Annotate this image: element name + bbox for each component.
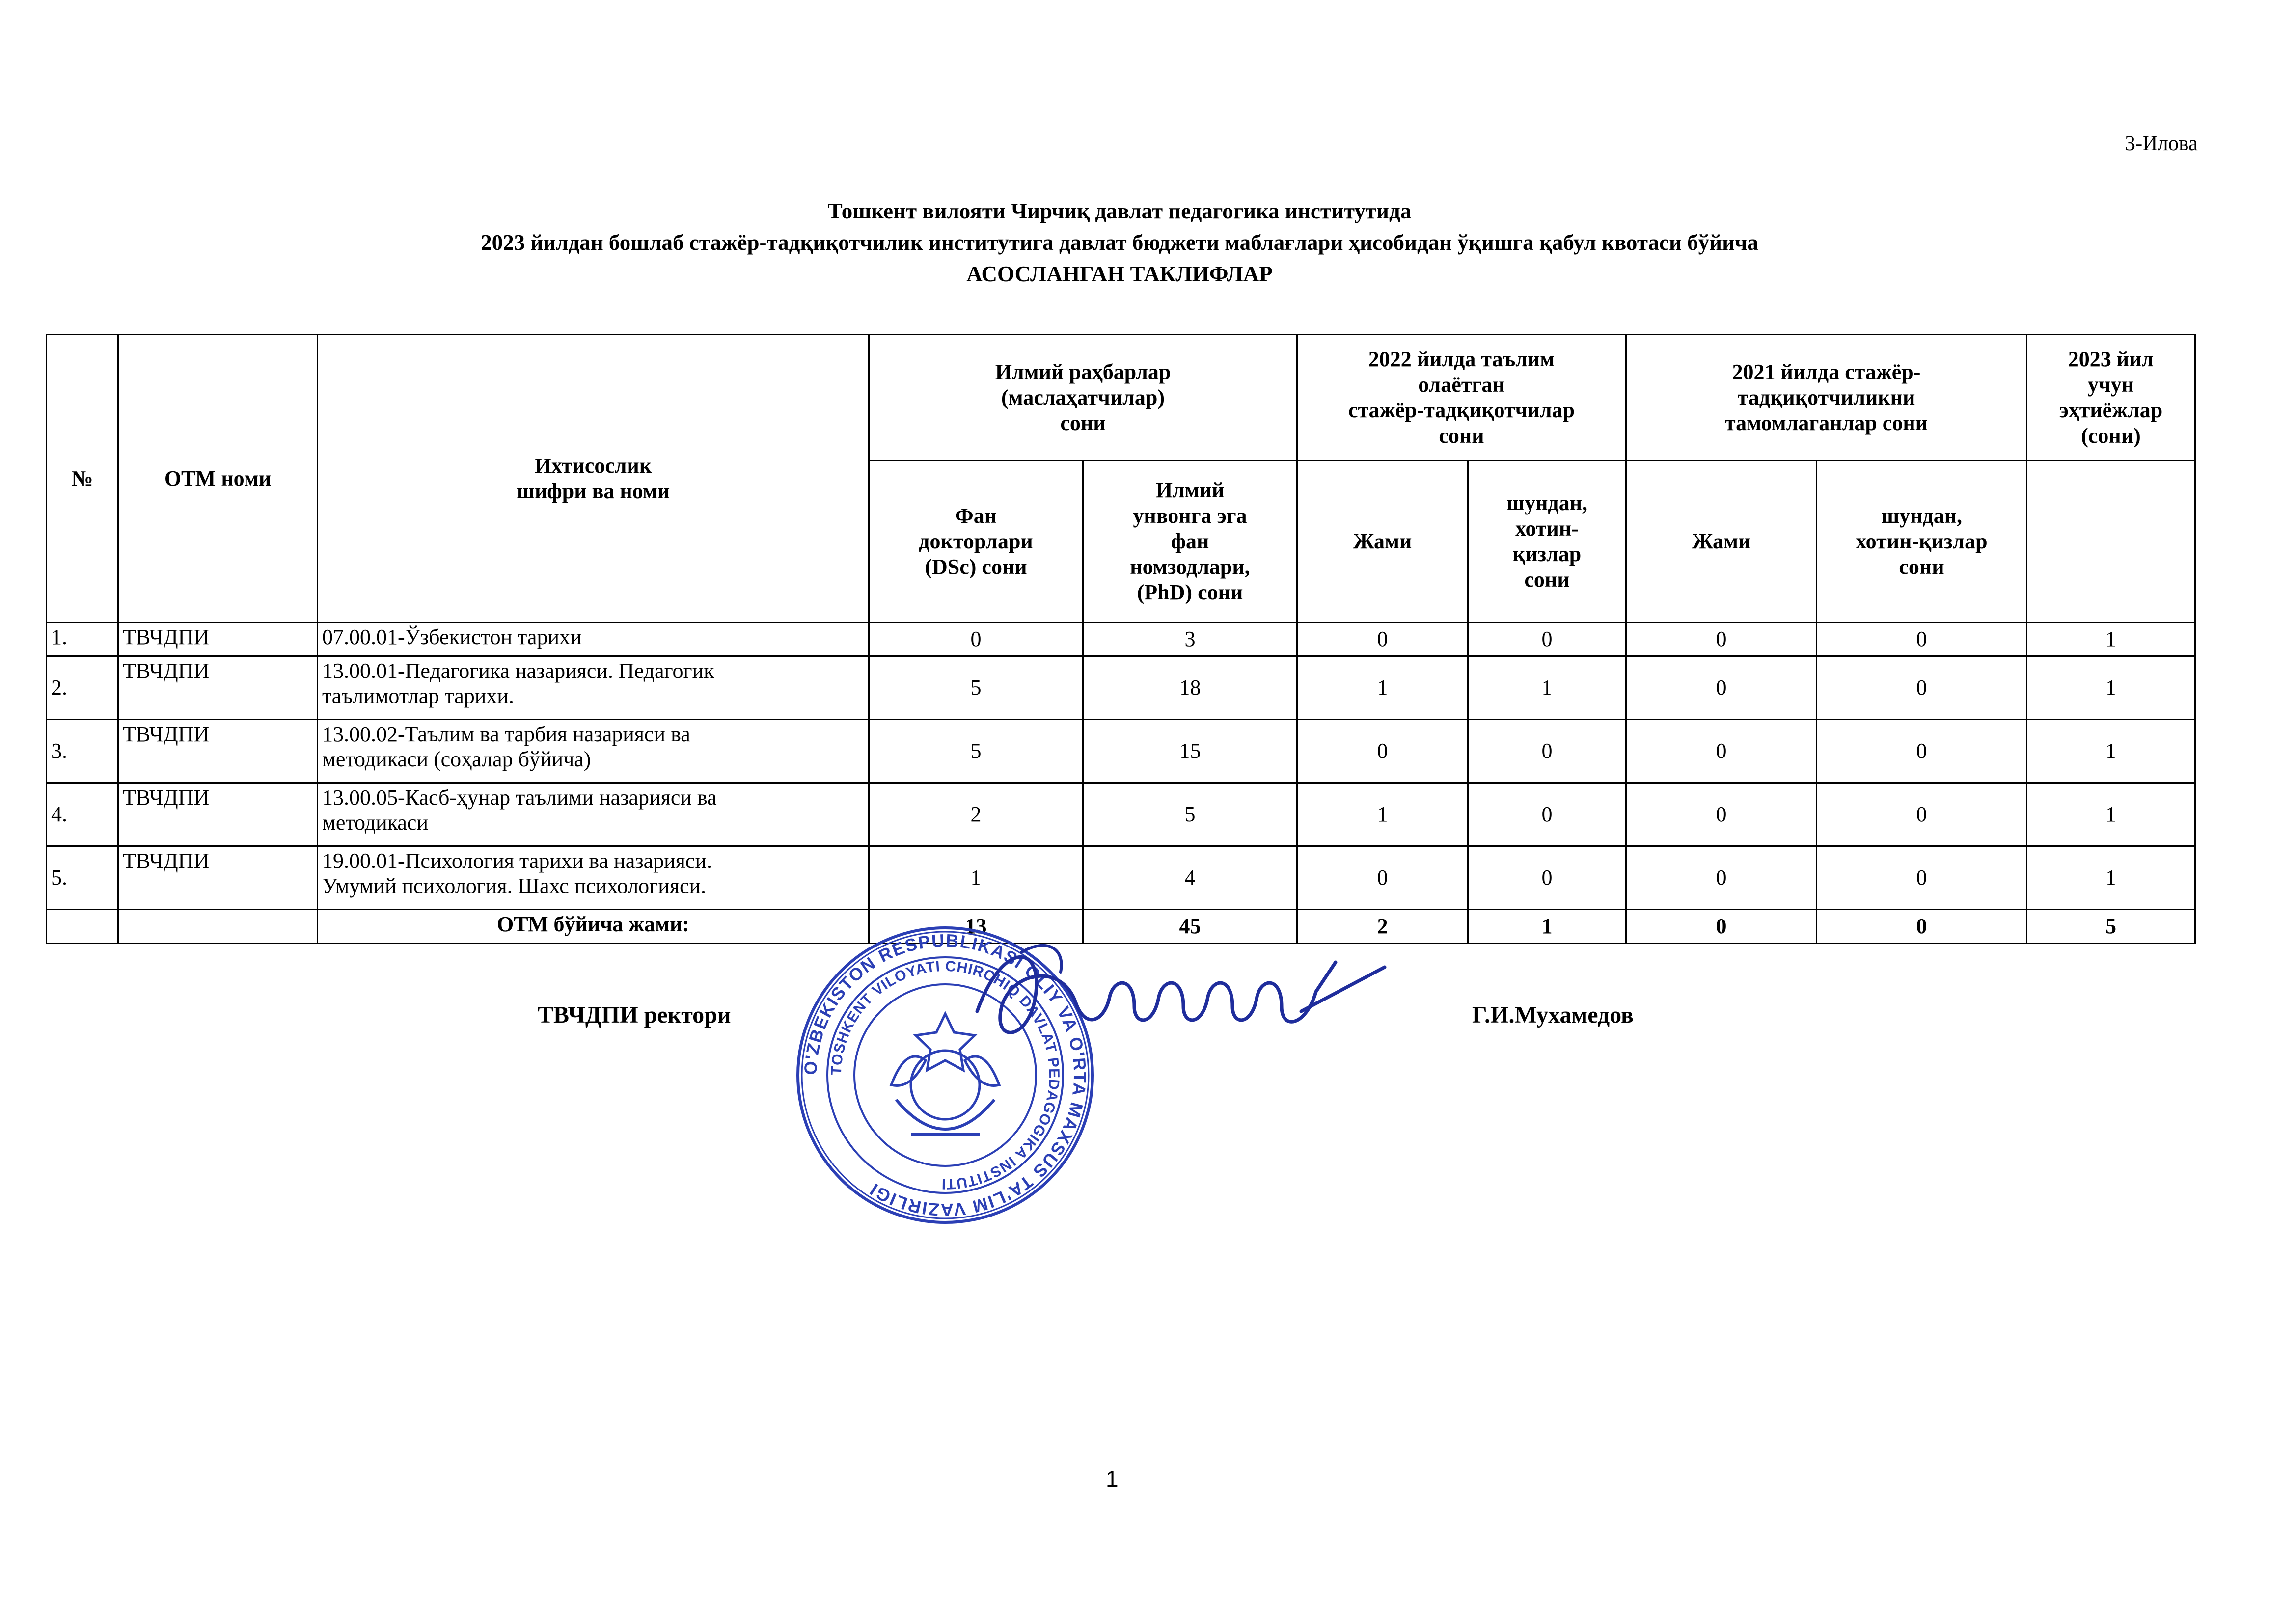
- row-specialty: [318, 783, 869, 846]
- row-completed-total: 0: [1626, 783, 1817, 846]
- header-dsc: [869, 461, 1083, 622]
- header-studying-line3: стажёр-тадқиқотчилар: [1348, 398, 1575, 422]
- header-needs-line1: 2023 йил: [2068, 347, 2154, 372]
- total-studying-total: 2: [1297, 910, 1468, 944]
- header-needs-line2: учун: [2087, 373, 2134, 397]
- header-phd-line3: фан: [1171, 529, 1209, 554]
- header-studying-2022: [1297, 335, 1626, 461]
- row-otm: ТВЧДПИ: [118, 846, 318, 910]
- total-empty-2: [118, 910, 318, 944]
- page-number: 1: [1106, 1466, 1119, 1491]
- row-dsc: 2: [869, 783, 1083, 846]
- row-otm: ТВЧДПИ: [118, 622, 318, 656]
- row-completed-female: 0: [1817, 846, 2027, 910]
- row-number: 5.: [47, 846, 118, 910]
- header-needs-2023: [2027, 335, 2195, 461]
- row-studying-total: 0: [1297, 720, 1468, 783]
- row-specialty-line2: таълимотлар тарихи.: [322, 683, 514, 708]
- quota-table: [46, 334, 2196, 944]
- row-completed-total: 0: [1626, 656, 1817, 720]
- row-needs: 1: [2027, 846, 2195, 910]
- row-specialty-line1: 13.00.02-Таълим ва тарбия назарияси ва: [322, 722, 690, 746]
- row-phd: 5: [1083, 783, 1297, 846]
- total-needs: 5: [2027, 910, 2195, 944]
- row-completed-total: 0: [1626, 720, 1817, 783]
- row-otm: ТВЧДПИ: [118, 783, 318, 846]
- appendix-label: 3-Илова: [2125, 132, 2198, 155]
- row-specialty: [318, 846, 869, 910]
- header-advisors: [869, 335, 1297, 461]
- header-female-a-line4: сони: [1524, 567, 1570, 592]
- row-studying-total: 0: [1297, 622, 1468, 656]
- row-specialty-line2: методикаси: [322, 810, 429, 835]
- header-dsc-line3: (DSc) сони: [925, 554, 1027, 579]
- document-title-line2: 2023 йилдан бошлаб стажёр-тадқиқотчилик институтига давлат бюджети маблағлари ҳисобидан ўқишга қабул квотаси бўйича: [481, 230, 1758, 255]
- header-female-a-line2: хотин-: [1515, 516, 1579, 541]
- row-completed-female: 0: [1817, 622, 2027, 656]
- row-number: 2.: [47, 656, 118, 720]
- header-otm-name: ОТМ номи: [118, 335, 318, 622]
- table-row: [47, 622, 2195, 656]
- row-number: 3.: [47, 720, 118, 783]
- row-dsc: 5: [869, 656, 1083, 720]
- row-phd: 4: [1083, 846, 1297, 910]
- row-specialty-line1: 13.00.01-Педагогика назарияси. Педагогик: [322, 659, 714, 683]
- document-title-line3: АСОСЛАНГАН ТАКЛИФЛАР: [966, 262, 1273, 286]
- signature-stroke: [977, 957, 1385, 1032]
- header-studying-female: [1468, 461, 1626, 622]
- header-completed-total: Жами: [1626, 461, 1817, 622]
- header-needs-empty: [2027, 461, 2195, 622]
- row-studying-female: 0: [1468, 846, 1626, 910]
- table-row: [47, 720, 2195, 783]
- row-completed-total: 0: [1626, 846, 1817, 910]
- header-needs-line4: (сони): [2081, 423, 2141, 448]
- row-needs: 1: [2027, 720, 2195, 783]
- header-studying-total: Жами: [1297, 461, 1468, 622]
- total-empty-1: [47, 910, 118, 944]
- stamp-inner-textpath: TOSHKENT VILOYATI CHIRCHIQ DAVLAT PEDAGOGIKA INSTITUTI: [828, 958, 1063, 1192]
- document-title-line1: Тошкент вилояти Чирчиқ давлат педагогика институтида: [827, 199, 1412, 223]
- header-row-1: [47, 335, 2195, 461]
- row-phd: 18: [1083, 656, 1297, 720]
- row-completed-female: 0: [1817, 783, 2027, 846]
- total-phd: 45: [1083, 910, 1297, 944]
- header-advisors-line3: сони: [1060, 410, 1106, 435]
- header-completed-2021: [1626, 335, 2027, 461]
- header-completed-line1: 2021 йилда стажёр-: [1732, 360, 1921, 384]
- header-phd: [1083, 461, 1297, 622]
- header-completed-line3: тамомлаганлар сони: [1724, 410, 1928, 435]
- row-specialty: [318, 720, 869, 783]
- header-phd-line4: номзодлари,: [1130, 554, 1250, 579]
- row-dsc: 0: [869, 622, 1083, 656]
- header-studying-line1: 2022 йилда таълим: [1368, 347, 1555, 372]
- total-completed-total: 0: [1626, 910, 1817, 944]
- total-label: ОТМ бўйича жами:: [318, 910, 869, 944]
- row-studying-total: 0: [1297, 846, 1468, 910]
- header-no: №: [47, 335, 118, 622]
- header-specialty: [318, 335, 869, 622]
- table-row: [47, 783, 2195, 846]
- signature-icon: [962, 933, 1394, 1080]
- header-advisors-line2: (маслаҳатчилар): [1001, 385, 1165, 410]
- header-phd-line5: (PhD) сони: [1137, 580, 1243, 604]
- row-studying-female: 0: [1468, 720, 1626, 783]
- row-phd: 15: [1083, 720, 1297, 783]
- row-studying-female: 0: [1468, 783, 1626, 846]
- header-completed-line2: тадқиқотчиликни: [1737, 385, 1915, 410]
- header-needs-line3: эҳтиёжлар: [2059, 398, 2163, 422]
- header-phd-line1: Илмий: [1155, 478, 1225, 503]
- row-needs: 1: [2027, 783, 2195, 846]
- header-completed-female: [1817, 461, 2027, 622]
- stamp-outer-textpath: O'ZBEKISTON RESPUBLIKASI OLIY VA O'RTA MAXSUS TA'LIM VAZIRLIGI: [800, 930, 1091, 1220]
- row-studying-total: 1: [1297, 783, 1468, 846]
- row-completed-female: 0: [1817, 720, 2027, 783]
- total-dsc: 13: [869, 910, 1083, 944]
- table-row: [47, 656, 2195, 720]
- header-female-a-line1: шундан,: [1506, 491, 1588, 515]
- row-dsc: 5: [869, 720, 1083, 783]
- total-studying-female: 1: [1468, 910, 1626, 944]
- row-studying-female: 1: [1468, 656, 1626, 720]
- header-female-b-line1: шундан,: [1881, 504, 1963, 528]
- header-specialty-line2: шифри ва номи: [516, 479, 670, 503]
- row-needs: 1: [2027, 622, 2195, 656]
- header-dsc-line1: Фан: [955, 504, 997, 528]
- header-phd-line2: унвонга эга: [1133, 504, 1247, 528]
- table-row: [47, 846, 2195, 910]
- row-needs: 1: [2027, 656, 2195, 720]
- total-completed-female: 0: [1817, 910, 2027, 944]
- stamp-emblem-wreath: [896, 1100, 994, 1129]
- row-number: 1.: [47, 622, 118, 656]
- row-dsc: 1: [869, 846, 1083, 910]
- header-advisors-line1: Илмий раҳбарлар: [995, 360, 1171, 384]
- row-specialty-line2: методикаси (соҳалар бўйича): [322, 747, 591, 771]
- row-specialty-line1: 19.00.01-Психология тарихи ва назарияси.: [322, 849, 712, 873]
- row-studying-female: 0: [1468, 622, 1626, 656]
- row-specialty-line2: Умумий психология. Шахс психологияси.: [322, 873, 707, 898]
- row-specialty: [318, 622, 869, 656]
- header-female-a-line3: қизлар: [1512, 542, 1582, 566]
- row-otm: ТВЧДПИ: [118, 656, 318, 720]
- row-otm: ТВЧДПИ: [118, 720, 318, 783]
- rector-position: ТВЧДПИ ректори: [538, 1002, 731, 1028]
- header-specialty-line1: Ихтисослик: [534, 453, 652, 478]
- header-female-b-line2: хотин-қизлар: [1856, 529, 1988, 554]
- rector-name: Г.И.Мухамедов: [1472, 1002, 1634, 1028]
- header-dsc-line2: докторлари: [919, 529, 1033, 554]
- row-completed-total: 0: [1626, 622, 1817, 656]
- row-number: 4.: [47, 783, 118, 846]
- header-female-b-line3: сони: [1899, 554, 1944, 579]
- row-studying-total: 1: [1297, 656, 1468, 720]
- row-completed-female: 0: [1817, 656, 2027, 720]
- row-specialty-line1: 07.00.01-Ўзбекистон тарихи: [322, 625, 582, 649]
- header-studying-line4: сони: [1439, 423, 1484, 448]
- row-specialty-line1: 13.00.05-Касб-ҳунар таълими назарияси ва: [322, 785, 717, 810]
- row-specialty: [318, 656, 869, 720]
- header-studying-line2: олаётган: [1418, 373, 1505, 397]
- row-phd: 3: [1083, 622, 1297, 656]
